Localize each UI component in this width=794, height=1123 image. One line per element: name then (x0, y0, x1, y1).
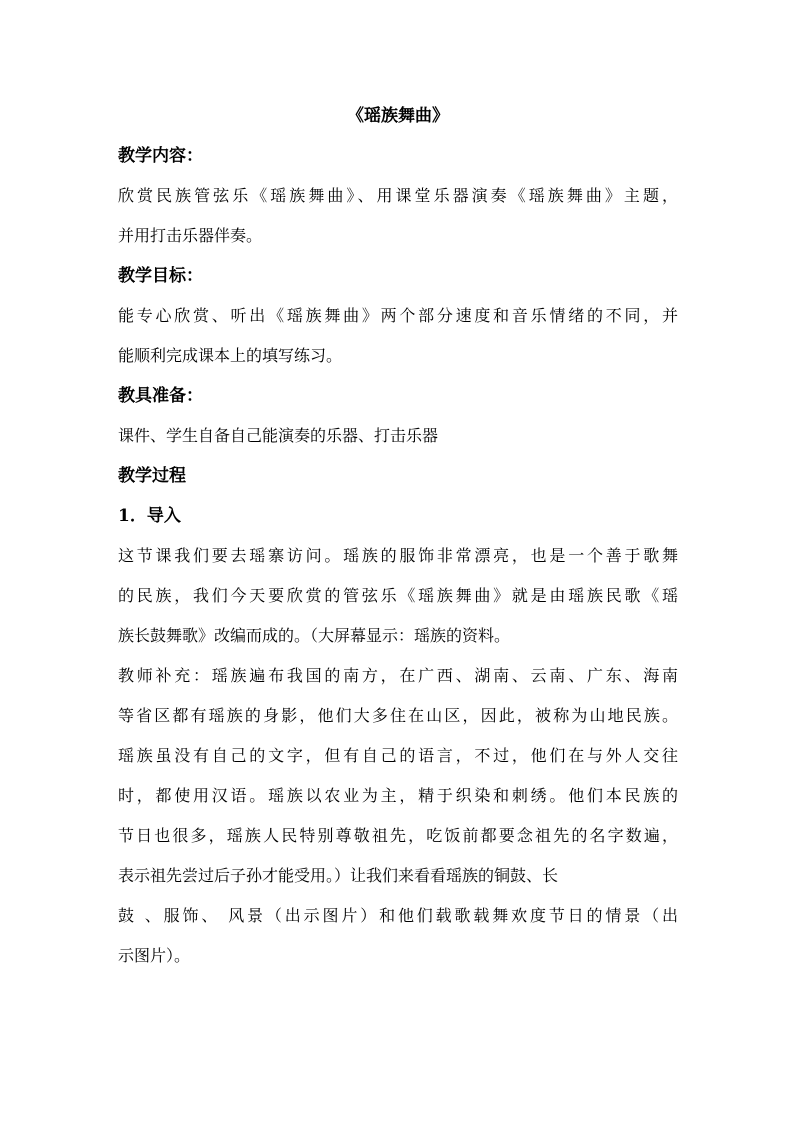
document-page (118, 100, 678, 976)
teaching-prep-heading: 教具准备： (118, 386, 203, 406)
text-line: 的民族，我们今天要欣赏的管弦乐《瑶族舞曲》就是由瑶族民歌《瑶 (118, 586, 678, 605)
text-line: 瑶族虽没有自己的文字，但有自己的语言，不过，他们在与外人交往 (118, 746, 678, 765)
text-line: 教师补充：瑶族遍布我国的南方，在广西、湖南、云南、广东、海南 (118, 666, 678, 685)
text-line: 能顺利完成课本上的填写练习。 (118, 346, 343, 365)
text-line: 课件、学生自备自己能演奏的乐器、打击乐器 (118, 426, 439, 445)
text-line: 族长鼓舞歌》改编而成的。（大屏幕显示：瑶族的资料。 (118, 626, 511, 645)
teaching-content-heading: 教学内容： (118, 146, 203, 166)
teaching-goal-paragraph (118, 296, 678, 376)
text-line: 这节课我们要去瑶寨访问。瑶族的服饰非常漂亮，也是一个善于歌舞 (118, 546, 678, 565)
text-line: 并用打击乐器伴奏。 (118, 226, 263, 245)
text-line: 示图片）。 (118, 946, 191, 965)
text-line: 时，都使用汉语。瑶族以农业为主，精于织染和刺绣。他们本民族的 (118, 786, 678, 805)
teaching-content-paragraph (118, 176, 678, 256)
supplement-paragraph (118, 656, 678, 976)
text-line: 能专心欣赏、听出《瑶族舞曲》两个部分速度和音乐情绪的不同，并 (118, 306, 678, 325)
teaching-goal-heading: 教学目标： (118, 266, 203, 286)
text-line: 鼓 、服饰、 风景（出示图片）和他们载歌载舞欢度节日的情景（出 (118, 906, 678, 925)
text-line: 等省区都有瑶族的身影，他们大多住在山区，因此，被称为山地民族。 (118, 706, 678, 725)
document-title: 《瑶族舞曲》 (347, 106, 449, 126)
text-line: 节日也很多，瑶族人民特别尊敬祖先，吃饭前都要念祖先的名字数遍， (118, 826, 678, 845)
text-line: 表示祖先尝过后子孙才能受用。）让我们来看看瑶族的铜鼓、长 (118, 866, 559, 885)
teaching-prep-paragraph (118, 416, 678, 456)
text-line: 欣赏民族管弦乐《瑶族舞曲》、用课堂乐器演奏《瑶族舞曲》主题， (118, 186, 678, 205)
intro-paragraph (118, 536, 678, 656)
intro-heading: 1．导入 (118, 506, 181, 526)
teaching-process-heading: 教学过程 (118, 466, 186, 486)
